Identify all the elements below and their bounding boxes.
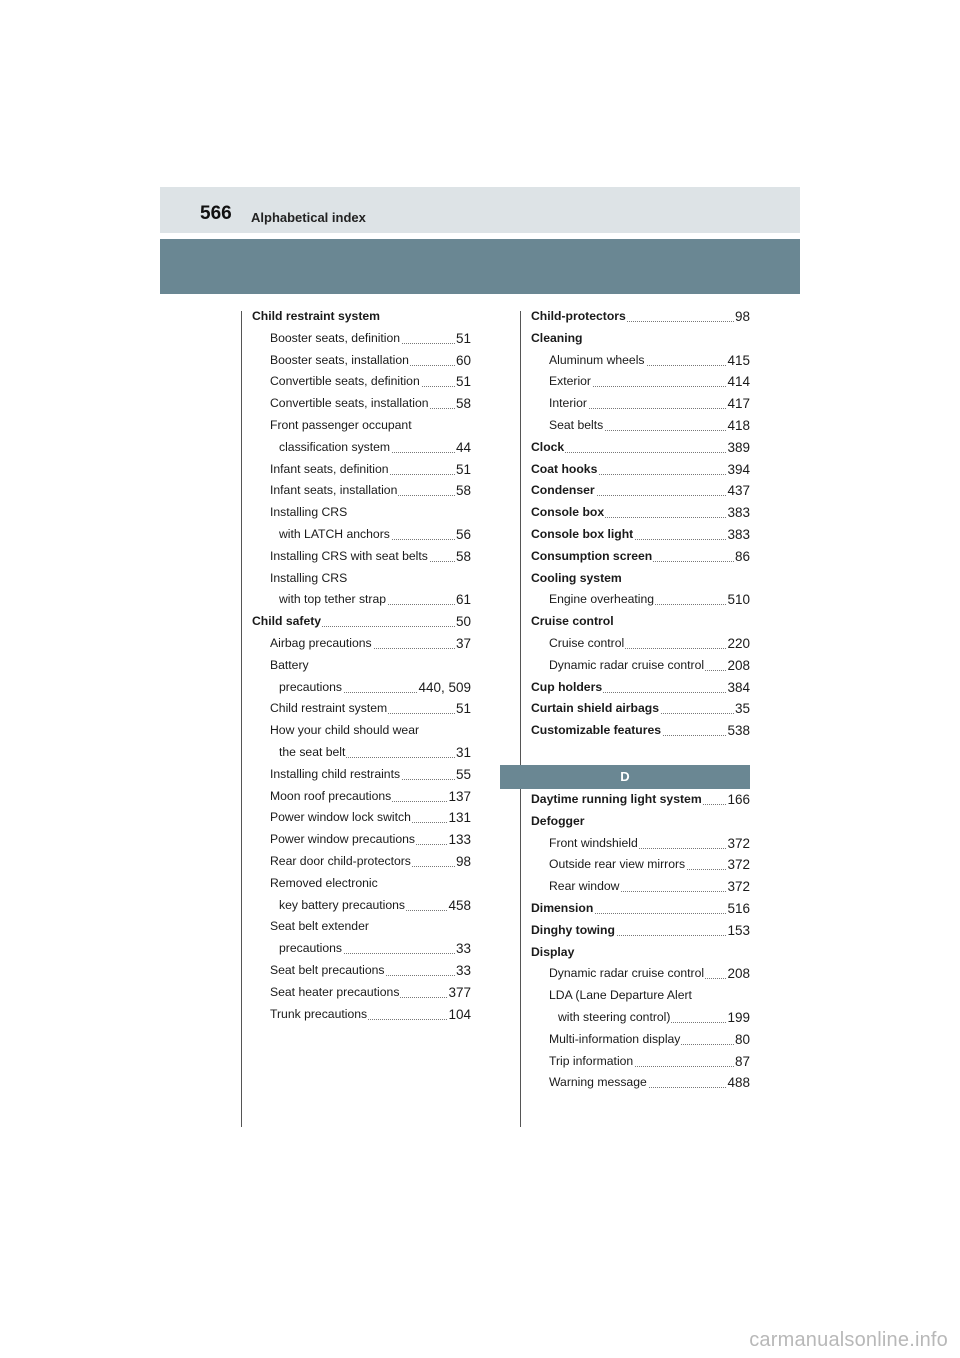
index-entry-page: 208 <box>726 963 750 985</box>
index-entry-page: 440, 509 <box>417 677 471 699</box>
index-entry <box>252 589 471 611</box>
index-entry-label: LDA (Lane Departure Alert <box>549 985 693 1007</box>
index-column-left <box>252 306 471 1025</box>
index-entry-page: 98 <box>734 306 750 328</box>
index-entry-label: precautions <box>279 938 343 960</box>
column-rule-left <box>241 311 242 1127</box>
index-entry-page: 415 <box>726 350 750 372</box>
index-entry <box>252 524 471 546</box>
index-entry-label: Dynamic radar cruise control <box>549 963 705 985</box>
index-entry <box>252 459 471 481</box>
index-entry-page: 516 <box>726 898 750 920</box>
index-entry-label: Cup holders <box>531 677 603 699</box>
index-entry-page: 80 <box>734 1029 750 1051</box>
index-entry-page: 133 <box>447 829 471 851</box>
index-entry-page: 437 <box>726 480 750 502</box>
index-entry-label: Console box <box>531 502 605 524</box>
index-entry <box>531 720 750 742</box>
index-entry <box>252 807 471 829</box>
index-entry-label: Cruise control <box>549 633 625 655</box>
index-entry <box>531 437 750 459</box>
index-entry-label: Rear window <box>549 876 620 898</box>
index-entry-page: 417 <box>726 393 750 415</box>
index-entry-label: Clock <box>531 437 565 459</box>
index-entry <box>531 854 750 876</box>
index-entry-label: Seat heater precautions <box>270 982 400 1004</box>
index-entry-page: 389 <box>726 437 750 459</box>
index-entry <box>252 546 471 568</box>
index-entry <box>531 611 750 633</box>
index-entry <box>531 898 750 920</box>
index-entry-label: Interior <box>549 393 588 415</box>
index-entry <box>531 942 750 964</box>
index-entry-label: Condenser <box>531 480 596 502</box>
index-entry-label: Coat hooks <box>531 459 598 481</box>
watermark: carmanualsonline.info <box>749 1329 948 1351</box>
index-entry-page: 86 <box>734 546 750 568</box>
index-entry-label: Customizable features <box>531 720 662 742</box>
index-entry <box>531 306 750 328</box>
index-entry-page: 51 <box>455 459 471 481</box>
index-entry-page: 58 <box>455 393 471 415</box>
letter-heading-d: D <box>500 765 750 789</box>
index-entry <box>252 698 471 720</box>
index-entry-label: Dinghy towing <box>531 920 616 942</box>
index-entry-label: precautions <box>279 677 343 699</box>
index-entry-label: Infant seats, installation <box>270 480 398 502</box>
index-entry-page: 33 <box>455 960 471 982</box>
index-entry-label: Engine overheating <box>549 589 655 611</box>
index-entry <box>252 786 471 808</box>
index-entry-label: Infant seats, definition <box>270 459 390 481</box>
index-entry-page: 61 <box>455 589 471 611</box>
index-entry-label: Aluminum wheels <box>549 350 646 372</box>
index-entry <box>252 982 471 1004</box>
index-entry-page: 414 <box>726 371 750 393</box>
index-entry <box>531 502 750 524</box>
index-entry-page: 488 <box>726 1072 750 1094</box>
index-entry-label: Warning message <box>549 1072 648 1094</box>
index-entry-page: 153 <box>726 920 750 942</box>
index-entry-page: 199 <box>726 1007 750 1029</box>
index-entry-page: 44 <box>455 437 471 459</box>
index-entry-label: Defogger <box>531 811 586 833</box>
index-entry-label: Console box light <box>531 524 634 546</box>
index-entry-page: 137 <box>447 786 471 808</box>
index-entry-page: 56 <box>455 524 471 546</box>
index-entry <box>252 720 471 742</box>
index-entry-label: Booster seats, definition <box>270 328 401 350</box>
index-entry-label: Installing CRS with seat belts <box>270 546 429 568</box>
index-entry <box>531 963 750 985</box>
index-entry-label: Convertible seats, definition <box>270 371 421 393</box>
index-entry-page: 372 <box>726 854 750 876</box>
index-entry-label: Trip information <box>549 1051 634 1073</box>
index-entry <box>531 524 750 546</box>
index-entry-label: Child restraint system <box>252 306 381 328</box>
index-entry-page: 131 <box>447 807 471 829</box>
index-entry <box>252 633 471 655</box>
index-entry-label: Trunk precautions <box>270 1004 368 1026</box>
index-entry <box>252 480 471 502</box>
index-entry-label: Airbag precautions <box>270 633 373 655</box>
index-entry-label: Daytime running light system <box>531 789 703 811</box>
index-entry-page: 418 <box>726 415 750 437</box>
index-entry <box>252 437 471 459</box>
index-entry-page: 55 <box>455 764 471 786</box>
index-entry-label: Seat belts <box>549 415 604 437</box>
section-title: Alphabetical index <box>251 210 366 225</box>
header-color-band <box>160 239 800 294</box>
index-entry <box>252 873 471 895</box>
index-entry <box>531 920 750 942</box>
index-entry-label: with steering control) <box>558 1007 671 1029</box>
index-entry <box>252 764 471 786</box>
index-entry-page: 384 <box>726 677 750 699</box>
index-entry-label: Child safety <box>252 611 322 633</box>
index-entry <box>531 985 750 1007</box>
index-entry-page: 372 <box>726 833 750 855</box>
index-entry <box>531 371 750 393</box>
index-entry <box>531 546 750 568</box>
index-entry-page: 51 <box>455 328 471 350</box>
column-rule-right <box>520 311 521 1127</box>
index-entry <box>531 459 750 481</box>
index-entry <box>252 393 471 415</box>
index-entry-page: 60 <box>455 350 471 372</box>
index-entry-label: the seat belt <box>279 742 346 764</box>
index-entry-page: 51 <box>455 371 471 393</box>
index-entry <box>531 789 750 811</box>
index-entry-page: 31 <box>455 742 471 764</box>
index-entry-label: with LATCH anchors <box>279 524 391 546</box>
index-entry-label: Removed electronic <box>270 873 379 895</box>
index-entry-page: 383 <box>726 524 750 546</box>
index-entry-label: Display <box>531 942 575 964</box>
index-entry-page: 458 <box>447 895 471 917</box>
index-entry <box>252 306 471 328</box>
index-entry-label: How your child should wear <box>270 720 420 742</box>
index-entry <box>252 916 471 938</box>
index-entry <box>252 742 471 764</box>
index-entry-label: Multi-information display <box>549 1029 681 1051</box>
index-entry <box>252 415 471 437</box>
index-entry-page: 51 <box>455 698 471 720</box>
index-entry-label: Dimension <box>531 898 594 920</box>
index-entry-page: 372 <box>726 876 750 898</box>
index-entry <box>252 895 471 917</box>
index-entry <box>252 328 471 350</box>
index-entry <box>531 328 750 350</box>
index-entry <box>531 1051 750 1073</box>
index-entry <box>531 811 750 833</box>
index-entry-page: 538 <box>726 720 750 742</box>
index-entry <box>531 393 750 415</box>
index-entry <box>531 415 750 437</box>
index-entry-label: Front passenger occupant <box>270 415 413 437</box>
index-entry <box>531 698 750 720</box>
index-entry <box>252 960 471 982</box>
index-entry <box>252 611 471 633</box>
index-entry-label: Curtain shield airbags <box>531 698 660 720</box>
index-column-right-bottom <box>531 789 750 1094</box>
index-entry-label: Power window lock switch <box>270 807 412 829</box>
index-entry-label: Child-protectors <box>531 306 627 328</box>
index-entry-page: 87 <box>734 1051 750 1073</box>
index-entry <box>252 938 471 960</box>
index-entry-label: Consumption screen <box>531 546 653 568</box>
index-entry-label: Seat belt precautions <box>270 960 386 982</box>
index-entry <box>531 480 750 502</box>
index-entry <box>531 350 750 372</box>
index-entry <box>531 876 750 898</box>
index-entry-page: 58 <box>455 480 471 502</box>
index-entry-label: classification system <box>279 437 391 459</box>
index-entry <box>531 589 750 611</box>
index-entry-label: Moon roof precautions <box>270 786 392 808</box>
index-entry-label: key battery precautions <box>279 895 406 917</box>
index-entry <box>252 655 471 677</box>
index-column-right-top <box>531 306 750 742</box>
index-entry-label: Battery <box>270 655 310 677</box>
index-entry <box>531 568 750 590</box>
index-entry-label: Dynamic radar cruise control <box>549 655 705 677</box>
index-entry <box>252 568 471 590</box>
index-entry-label: Cleaning <box>531 328 583 350</box>
index-entry-label: Cooling system <box>531 568 623 590</box>
index-entry-page: 166 <box>726 789 750 811</box>
index-entry-label: Power window precautions <box>270 829 416 851</box>
index-entry-page: 208 <box>726 655 750 677</box>
index-entry-label: Installing CRS <box>270 502 348 524</box>
index-entry-label: Front windshield <box>549 833 639 855</box>
index-entry <box>252 502 471 524</box>
index-entry-label: Convertible seats, installation <box>270 393 430 415</box>
index-entry <box>531 1072 750 1094</box>
index-entry-page: 510 <box>726 589 750 611</box>
index-entry-label: Cruise control <box>531 611 615 633</box>
index-entry-label: Exterior <box>549 371 592 393</box>
index-entry-page: 394 <box>726 459 750 481</box>
index-entry-page: 33 <box>455 938 471 960</box>
index-entry-page: 50 <box>455 611 471 633</box>
page-number: 566 <box>200 203 232 224</box>
index-entry-page: 35 <box>734 698 750 720</box>
index-entry <box>531 1007 750 1029</box>
index-entry-label: Seat belt extender <box>270 916 370 938</box>
index-entry <box>531 655 750 677</box>
index-entry-page: 377 <box>447 982 471 1004</box>
index-entry-label: Rear door child-protectors <box>270 851 412 873</box>
index-entry-label: Installing child restraints <box>270 764 401 786</box>
index-entry <box>252 851 471 873</box>
index-entry-label: Child restraint system <box>270 698 388 720</box>
index-entry <box>531 833 750 855</box>
index-entry-page: 37 <box>455 633 471 655</box>
index-entry-label: Outside rear view mirrors <box>549 854 686 876</box>
index-entry <box>252 371 471 393</box>
index-entry-page: 220 <box>726 633 750 655</box>
index-entry-page: 104 <box>447 1004 471 1026</box>
index-entry <box>531 677 750 699</box>
index-entry-label: Booster seats, installation <box>270 350 410 372</box>
index-entry <box>252 350 471 372</box>
index-entry <box>252 829 471 851</box>
index-entry <box>252 677 471 699</box>
index-entry <box>531 633 750 655</box>
index-entry <box>531 1029 750 1051</box>
index-entry <box>252 1004 471 1026</box>
index-entry-page: 383 <box>726 502 750 524</box>
index-entry-label: Installing CRS <box>270 568 348 590</box>
index-entry-page: 98 <box>455 851 471 873</box>
index-entry-page: 58 <box>455 546 471 568</box>
index-entry-label: with top tether strap <box>279 589 387 611</box>
